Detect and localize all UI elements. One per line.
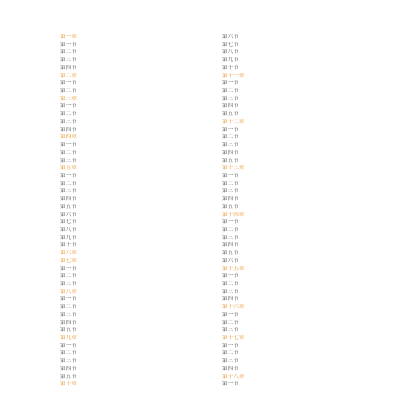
toc-entry-title (80, 374, 198, 382)
toc-entry-number: 第四节 (222, 242, 239, 249)
toc-chapter-row[interactable] (60, 34, 198, 42)
toc-section-row[interactable] (60, 119, 198, 127)
toc-entry-title (242, 281, 360, 289)
toc-section-row[interactable] (222, 242, 360, 250)
toc-entry-title (80, 196, 198, 204)
toc-entry-title (242, 219, 360, 227)
toc-entry-title (242, 320, 360, 328)
toc-chapter-row[interactable] (222, 266, 360, 274)
toc-entry-number: 第十四章 (222, 211, 245, 218)
toc-entry-title (80, 242, 198, 250)
toc-entry-number: 第六节 (222, 257, 239, 264)
toc-entry-title (80, 150, 198, 158)
toc-section-row[interactable] (60, 320, 198, 328)
toc-entry-number: 第三节 (60, 311, 77, 318)
toc-section-row[interactable] (60, 235, 198, 243)
toc-entry-number: 第三节 (60, 157, 77, 164)
toc-entry-number: 第九节 (60, 234, 77, 241)
toc-entry-title (242, 227, 360, 235)
toc-entry-number: 第一节 (60, 41, 77, 48)
toc-entry-number: 第二节 (60, 111, 77, 118)
toc-entry-number: 第五节 (222, 203, 239, 210)
toc-entry-number: 第一节 (222, 381, 239, 388)
toc-entry-number: 第一章 (60, 34, 77, 40)
toc-section-row[interactable] (60, 111, 198, 119)
toc-entry-title (80, 343, 198, 351)
toc-chapter-row[interactable] (222, 212, 360, 220)
toc-entry-number: 第一节 (60, 265, 77, 272)
toc-section-row[interactable] (60, 327, 198, 335)
toc-entry-title (80, 181, 198, 189)
toc-entry-title (242, 103, 360, 111)
toc-entry-number: 第二节 (60, 49, 77, 56)
toc-entry-title (80, 96, 198, 104)
toc-entry-title (80, 127, 198, 135)
toc-entry-number: 第五节 (60, 327, 77, 334)
toc-chapter-row[interactable] (222, 304, 360, 312)
toc-chapter-row[interactable] (222, 374, 360, 382)
toc-entry-number: 第三节 (222, 234, 239, 241)
toc-entry-number: 第一节 (60, 342, 77, 349)
toc-entry-title (80, 219, 198, 227)
toc-entry-title (80, 304, 198, 312)
toc-section-row[interactable] (222, 127, 360, 135)
toc-chapter-row[interactable] (222, 335, 360, 343)
toc-entry-number: 第七节 (222, 41, 239, 48)
toc-section-row[interactable] (60, 204, 198, 212)
toc-entry-title (80, 350, 198, 358)
toc-entry-title (242, 296, 360, 304)
toc-entry-title (80, 335, 198, 343)
toc-entry-title (242, 165, 360, 173)
toc-entry-number: 第五节 (222, 157, 239, 164)
toc-entry-number: 第十六章 (222, 304, 245, 311)
toc-column-right (222, 34, 360, 410)
toc-section-row[interactable] (60, 212, 198, 220)
toc-section-row[interactable] (60, 127, 198, 135)
toc-chapter-row[interactable] (222, 165, 360, 173)
toc-entry-title (80, 289, 198, 297)
toc-entry-number: 第七章 (60, 257, 77, 264)
toc-section-row[interactable] (60, 374, 198, 382)
toc-entry-title (80, 165, 198, 173)
toc-entry-number: 第三节 (60, 57, 77, 64)
toc-entry-number: 第十章 (60, 381, 77, 388)
toc-section-row[interactable] (222, 42, 360, 50)
toc-section-row[interactable] (222, 173, 360, 181)
toc-entry-title (80, 188, 198, 196)
toc-entry-number: 第一节 (60, 103, 77, 110)
toc-entry-number: 第三节 (222, 95, 239, 102)
toc-entry-number: 第五节 (60, 203, 77, 210)
toc-section-row[interactable] (222, 142, 360, 150)
toc-section-row[interactable] (222, 219, 360, 227)
toc-section-row[interactable] (60, 366, 198, 374)
toc-entry-title (242, 73, 360, 81)
toc-entry-title (80, 266, 198, 274)
toc-entry-title (80, 273, 198, 281)
toc-entry-title (80, 42, 198, 50)
toc-entry-number: 第三节 (60, 358, 77, 365)
toc-section-row[interactable] (60, 266, 198, 274)
toc-entry-title (242, 335, 360, 343)
toc-entry-number: 第九章 (60, 335, 77, 342)
toc-entry-number: 第三节 (60, 281, 77, 287)
toc-chapter-row[interactable] (60, 73, 198, 81)
toc-entry-title (242, 273, 360, 281)
toc-chapter-row[interactable] (60, 165, 198, 173)
toc-entry-title (242, 350, 360, 358)
toc-entry-number: 第十节 (60, 242, 77, 249)
toc-entry-title (80, 119, 198, 127)
toc-entry-title (80, 134, 198, 142)
toc-entry-number: 第四章 (60, 134, 77, 141)
toc-entry-number: 第六章 (60, 250, 77, 257)
toc-entry-title (80, 235, 198, 243)
toc-entry-number: 第一节 (60, 296, 77, 303)
toc-section-row[interactable] (222, 181, 360, 189)
toc-entry-number: 第四节 (60, 319, 77, 326)
toc-chapter-row[interactable] (60, 250, 198, 258)
toc-entry-number: 第三节 (60, 188, 77, 195)
toc-entry-number: 第一节 (60, 142, 77, 149)
toc-entry-number: 第二节 (60, 273, 77, 280)
toc-entry-title (80, 366, 198, 374)
toc-section-row[interactable] (60, 49, 198, 57)
toc-entry-number: 第三节 (60, 118, 77, 125)
toc-section-row[interactable] (60, 181, 198, 189)
toc-entry-title (80, 312, 198, 320)
toc-entry-title (80, 173, 198, 181)
toc-section-row[interactable] (222, 111, 360, 119)
toc-entry-number: 第三章 (60, 95, 77, 102)
toc-entry-title (80, 258, 198, 266)
toc-entry-title (80, 320, 198, 328)
toc-entry-title (242, 204, 360, 212)
toc-chapter-row[interactable] (60, 381, 198, 389)
toc-entry-number: 第二节 (60, 180, 77, 187)
toc-entry-title (80, 111, 198, 119)
toc-section-row[interactable] (222, 366, 360, 374)
toc-entry-number: 第一节 (60, 80, 77, 87)
toc-entry-title (80, 103, 198, 111)
toc-entry-number: 第二节 (222, 350, 239, 357)
toc-section-row[interactable] (60, 57, 198, 65)
toc-entry-title (242, 188, 360, 196)
toc-entry-number: 第八节 (60, 226, 77, 233)
toc-entry-title (242, 57, 360, 65)
toc-section-row[interactable] (222, 381, 360, 389)
toc-section-row[interactable] (222, 80, 360, 88)
toc-entry-number: 第二节 (222, 88, 239, 95)
toc-entry-number: 第二节 (60, 304, 77, 311)
toc-section-row[interactable] (222, 358, 360, 366)
toc-section-row[interactable] (222, 296, 360, 304)
toc-section-row[interactable] (222, 158, 360, 166)
toc-section-row[interactable] (222, 57, 360, 65)
toc-entry-title (242, 381, 360, 389)
toc-entry-number: 第三节 (222, 288, 239, 295)
toc-section-row[interactable] (60, 88, 198, 96)
toc-section-row[interactable] (222, 289, 360, 297)
toc-section-row[interactable] (222, 196, 360, 204)
toc-entry-number: 第六节 (60, 211, 77, 218)
toc-section-row[interactable] (60, 173, 198, 181)
toc-section-row[interactable] (222, 134, 360, 142)
toc-entry-title (242, 173, 360, 181)
toc-section-row[interactable] (222, 312, 360, 320)
toc-chapter-row[interactable] (60, 335, 198, 343)
toc-section-row[interactable] (222, 250, 360, 258)
toc-section-row[interactable] (60, 312, 198, 320)
toc-entry-title (80, 204, 198, 212)
toc-entry-title (80, 88, 198, 96)
toc-entry-number: 第五章 (60, 165, 77, 172)
toc-entry-number: 第二节 (222, 226, 239, 233)
toc-entry-title (242, 250, 360, 258)
toc-entry-title (242, 212, 360, 220)
toc-entry-title (242, 134, 360, 142)
toc-entry-number: 第十八章 (222, 373, 245, 380)
toc-section-row[interactable] (222, 273, 360, 281)
toc-entry-number: 第四节 (222, 365, 239, 372)
toc-entry-title (242, 235, 360, 243)
toc-entry-number: 第十二章 (222, 118, 245, 125)
toc-section-row[interactable] (222, 103, 360, 111)
toc-entry-title (242, 65, 360, 73)
toc-entry-title (242, 88, 360, 96)
toc-section-row[interactable] (60, 281, 198, 289)
toc-entry-title (242, 49, 360, 57)
toc-entry-number: 第三节 (222, 358, 239, 365)
toc-entry-number: 第一节 (222, 273, 239, 280)
toc-entry-number: 第九节 (222, 57, 239, 64)
toc-entry-title (242, 119, 360, 127)
toc-entry-title (80, 250, 198, 258)
toc-entry-number: 第四节 (60, 126, 77, 133)
toc-entry-number: 第十七章 (222, 335, 245, 342)
toc-chapter-row[interactable] (60, 96, 198, 104)
toc-entry-title (242, 312, 360, 320)
toc-entry-number: 第二节 (60, 149, 77, 156)
toc-column-left (60, 34, 198, 410)
toc-entry-title (242, 327, 360, 335)
toc-section-row[interactable] (60, 227, 198, 235)
toc-entry-title (242, 42, 360, 50)
toc-section-row[interactable] (222, 227, 360, 235)
toc-entry-number: 第二章 (60, 72, 77, 79)
toc-section-row[interactable] (60, 343, 198, 351)
toc-entry-number: 第四节 (60, 365, 77, 372)
toc-entry-number: 第五节 (222, 250, 239, 257)
toc-entry-number: 第三节 (222, 188, 239, 195)
toc-section-row[interactable] (60, 196, 198, 204)
toc-entry-title (242, 96, 360, 104)
toc-entry-title (242, 181, 360, 189)
toc-entry-title (242, 266, 360, 274)
toc-section-row[interactable] (60, 219, 198, 227)
toc-entry-title (242, 158, 360, 166)
toc-entry-title (242, 366, 360, 374)
toc-entry-title (242, 358, 360, 366)
toc-section-row[interactable] (222, 204, 360, 212)
toc-entry-title (80, 57, 198, 65)
toc-entry-title (242, 127, 360, 135)
toc-entry-title (242, 343, 360, 351)
toc-entry-number: 第十节 (222, 64, 239, 71)
toc-entry-number: 第十五章 (222, 265, 245, 272)
toc-entry-title (80, 158, 198, 166)
toc-entry-number: 第十三章 (222, 165, 245, 172)
toc-entry-title (242, 80, 360, 88)
toc-entry-number: 第六节 (222, 34, 239, 40)
toc-entry-number: 第五节 (222, 111, 239, 118)
toc-entry-title (80, 227, 198, 235)
toc-entry-title (242, 34, 360, 42)
toc-section-row[interactable] (222, 235, 360, 243)
toc-section-row[interactable] (60, 304, 198, 312)
toc-entry-number: 第一节 (222, 172, 239, 179)
toc-section-row[interactable] (222, 49, 360, 57)
toc-entry-number: 第一节 (222, 80, 239, 87)
toc-section-row[interactable] (60, 80, 198, 88)
toc-entry-number: 第十一章 (222, 72, 245, 79)
toc-section-row[interactable] (60, 350, 198, 358)
toc-section-row[interactable] (60, 296, 198, 304)
toc-chapter-row[interactable] (60, 134, 198, 142)
toc-entry-number: 第一节 (222, 311, 239, 318)
toc-entry-number: 第四节 (60, 64, 77, 71)
toc-entry-number: 第二节 (222, 180, 239, 187)
toc-section-row[interactable] (222, 88, 360, 96)
toc-section-row[interactable] (222, 188, 360, 196)
toc-entry-number: 第四节 (60, 196, 77, 203)
toc-section-row[interactable] (60, 242, 198, 250)
toc-section-row[interactable] (60, 103, 198, 111)
toc-entry-title (80, 296, 198, 304)
toc-entry-number: 第四节 (222, 296, 239, 303)
toc-chapter-row[interactable] (222, 119, 360, 127)
toc-entry-title (80, 281, 198, 289)
toc-section-row[interactable] (222, 350, 360, 358)
toc-entry-title (242, 142, 360, 150)
toc-entry-number: 第一节 (60, 172, 77, 179)
toc-entry-title (80, 34, 198, 42)
toc-entry-number: 第二节 (60, 88, 77, 95)
toc-entry-number: 第四节 (222, 149, 239, 156)
toc-entry-number: 第二节 (60, 350, 77, 357)
toc-section-row[interactable] (60, 150, 198, 158)
toc-section-row[interactable] (60, 273, 198, 281)
toc-entry-title (242, 258, 360, 266)
toc-entry-number: 第一节 (222, 126, 239, 133)
toc-entry-number: 第三节 (222, 142, 239, 149)
toc-entry-title (242, 242, 360, 250)
toc-chapter-row[interactable] (60, 289, 198, 297)
toc-section-row[interactable] (222, 320, 360, 328)
toc-entry-number: 第五节 (60, 373, 77, 380)
toc-entry-number: 第二节 (222, 319, 239, 326)
toc-entry-title (80, 212, 198, 220)
toc-entry-number: 第一节 (222, 342, 239, 349)
toc-entry-title (80, 49, 198, 57)
toc-section-row[interactable] (60, 358, 198, 366)
toc-section-row[interactable] (222, 96, 360, 104)
toc-entry-number: 第二节 (222, 281, 239, 287)
toc-section-row[interactable] (60, 158, 198, 166)
toc-entry-number: 第三节 (222, 327, 239, 334)
toc-entry-number: 第四节 (222, 196, 239, 203)
toc-entry-title (80, 73, 198, 81)
toc-entry-title (80, 358, 198, 366)
toc-section-row[interactable] (222, 281, 360, 289)
toc-entry-title (80, 142, 198, 150)
toc-section-row[interactable] (222, 150, 360, 158)
toc-entry-title (80, 65, 198, 73)
toc-section-row[interactable] (60, 188, 198, 196)
toc-section-row[interactable] (222, 343, 360, 351)
toc-chapter-row[interactable] (222, 73, 360, 81)
toc-section-row[interactable] (60, 65, 198, 73)
toc-section-row[interactable] (222, 327, 360, 335)
toc-entry-title (242, 111, 360, 119)
toc-entry-number: 第七节 (60, 219, 77, 226)
toc-entry-title (80, 381, 198, 389)
toc-entry-title (242, 196, 360, 204)
toc-entry-title (80, 80, 198, 88)
toc-section-row[interactable] (222, 65, 360, 73)
toc-section-row[interactable] (222, 34, 360, 42)
toc-entry-title (242, 150, 360, 158)
toc-entry-title (242, 289, 360, 297)
toc-entry-title (242, 304, 360, 312)
toc-entry-number: 第八节 (222, 49, 239, 56)
toc-entry-number: 第一节 (222, 219, 239, 226)
toc-section-row[interactable] (60, 42, 198, 50)
toc-section-row[interactable] (222, 258, 360, 266)
toc-entry-number: 第四节 (222, 103, 239, 110)
toc-entry-title (80, 327, 198, 335)
toc-entry-number: 第二节 (222, 134, 239, 141)
toc-entry-number: 第八章 (60, 288, 77, 295)
toc-entry-title (242, 374, 360, 382)
toc-section-row[interactable] (60, 142, 198, 150)
toc-chapter-row[interactable] (60, 258, 198, 266)
